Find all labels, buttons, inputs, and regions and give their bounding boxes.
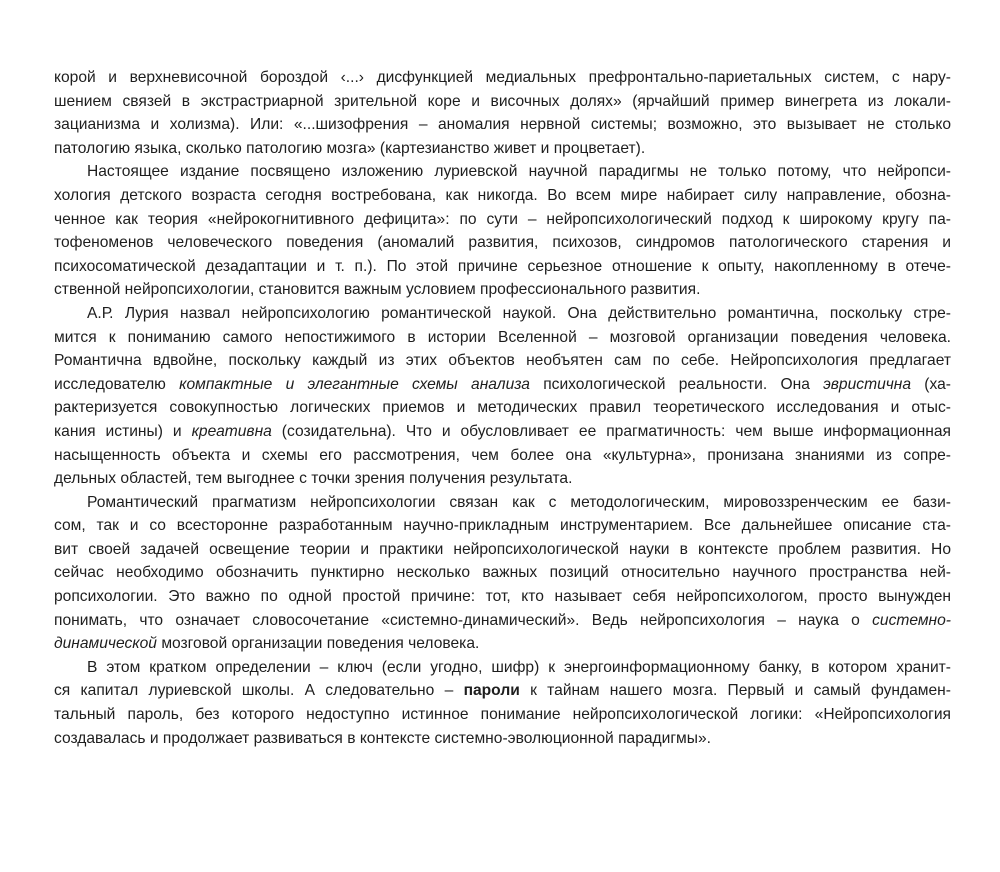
text-line bbox=[54, 703, 951, 727]
text-segment: (ха- bbox=[911, 375, 951, 393]
text-line bbox=[54, 255, 951, 279]
text-line bbox=[54, 373, 951, 397]
text-line bbox=[54, 514, 951, 538]
italic-term: компактные и элегантные схемы анализа bbox=[179, 375, 530, 393]
text-line bbox=[54, 444, 951, 468]
italic-term: системно- bbox=[872, 611, 951, 629]
text-line bbox=[54, 396, 951, 420]
paragraph-p4 bbox=[54, 491, 951, 656]
text-segment: В этом кратком определении – ключ (если угодно, шифр) к энергоинформационному банку, в котором хранит- bbox=[87, 658, 951, 676]
text-line bbox=[54, 679, 951, 703]
italic-term: эвристична bbox=[823, 375, 912, 393]
text-segment: хология детского возраста сегодня востребована, как никогда. Во всем мире набирает силу направление, обозна- bbox=[54, 186, 951, 204]
paragraph-p1 bbox=[54, 66, 951, 160]
text-segment: ственной нейропсихологии, становится важным условием профессионального развития. bbox=[54, 281, 701, 299]
text-line bbox=[54, 231, 951, 255]
text-line bbox=[54, 66, 951, 90]
text-segment: ченное как теория «нейрокогнитивного дефицита»: по сути – нейропсихологический подход к широкому кругу па- bbox=[54, 210, 951, 228]
text-segment: рактеризуется совокупностью логических приемов и методических правил теоретического исследования и отыс- bbox=[54, 399, 951, 417]
paragraph-p2 bbox=[54, 160, 951, 302]
italic-term: динамической bbox=[54, 635, 157, 653]
document-page bbox=[54, 66, 951, 750]
text-line bbox=[54, 585, 951, 609]
text-segment: ропсихологии. Это важно по одной простой причине: тот, кто называет себя нейропсихологом, просто вынужден bbox=[54, 588, 951, 606]
paragraph-p3 bbox=[54, 302, 951, 491]
text-segment: Романтична вдвойне, поскольку каждый из этих объектов необъятен сам по себе. Нейропсихология предлагает bbox=[54, 352, 951, 370]
text-segment: тальный пароль, без которого недоступно истинное понимание нейропсихологической логики: «Нейропсихология bbox=[54, 706, 951, 724]
text-segment: вит своей задачей освещение теории и практики нейропсихологической науки в контексте проблем развития. Но bbox=[54, 540, 951, 558]
text-line bbox=[54, 326, 951, 350]
text-line bbox=[54, 467, 951, 491]
text-segment: шением связей в экстрастриарной зрительной коре и височных долях» (ярчайший пример винегрета из локали- bbox=[54, 92, 951, 110]
text-segment: насыщенность объекта и схемы его рассмотрения, чем более она «культурна», пронизана знаниями из сопре- bbox=[54, 446, 951, 464]
text-line bbox=[54, 113, 951, 137]
italic-term: креативна bbox=[191, 422, 272, 440]
text-segment: дельных областей, тем выгоднее с точки зрения получения результата. bbox=[54, 470, 573, 488]
text-segment: Настоящее издание посвящено изложению луриевской научной парадигмы не только потому, что нейропси- bbox=[87, 163, 951, 181]
bold-term: пароли bbox=[463, 682, 520, 700]
text-line bbox=[54, 184, 951, 208]
text-line bbox=[54, 561, 951, 585]
text-segment: мится к пониманию самого непостижимого в истории Вселенной – мозговой организации поведения человека. bbox=[54, 328, 951, 346]
text-segment: Романтический прагматизм нейропсихологии связан как с методологическим, мировоззренческим ее бази- bbox=[87, 493, 951, 511]
text-line bbox=[54, 278, 951, 302]
text-line bbox=[54, 160, 951, 184]
text-segment: (созидательна). Что и обусловливает ее прагматичность: чем выше информационная bbox=[271, 422, 951, 440]
text-segment: кания истины) и bbox=[54, 422, 192, 440]
text-segment: понимать, что означает словосочетание «системно-динамический». Ведь нейропсихология – наука о bbox=[54, 611, 873, 629]
text-segment: психосоматической дезадаптации и т. п.). По этой причине серьезное отношение к опыту, накопленному в отече- bbox=[54, 257, 951, 275]
text-segment: исследователю bbox=[54, 375, 180, 393]
text-line bbox=[54, 137, 951, 161]
text-line bbox=[54, 349, 951, 373]
text-line bbox=[54, 420, 951, 444]
text-segment: тофеноменов человеческого поведения (аномалий развития, психозов, синдромов патологического старения и bbox=[54, 234, 951, 252]
text-segment: сейчас необходимо обозначить пунктирно несколько важных позиций относительно научного пространства ней- bbox=[54, 564, 951, 582]
text-line bbox=[54, 609, 951, 633]
text-line bbox=[54, 727, 951, 751]
paragraph-p5 bbox=[54, 656, 951, 750]
text-line bbox=[54, 90, 951, 114]
text-segment: мозговой организации поведения человека. bbox=[156, 635, 480, 653]
text-segment: А.Р. Лурия назвал нейропсихологию романтической наукой. Она действительно романтична, поскольку стре- bbox=[87, 304, 951, 322]
text-segment: ся капитал луриевской школы. А следовательно – bbox=[54, 682, 464, 700]
text-line bbox=[54, 538, 951, 562]
text-line bbox=[54, 491, 951, 515]
text-line bbox=[54, 656, 951, 680]
text-segment: создавалась и продолжает развиваться в контексте системно-эволюционной парадигмы». bbox=[54, 729, 711, 747]
text-segment: зацианизма и холизма). Или: «...шизофрения – аномалия нервной системы; возможно, это вызывает не столько bbox=[54, 116, 951, 134]
text-segment: сом, так и со всесторонне разработанным научно-прикладным инструментарием. Все дальнейшее описание ста- bbox=[54, 517, 951, 535]
text-segment: к тайнам нашего мозга. Первый и самый фундамен- bbox=[519, 682, 951, 700]
text-segment: корой и верхневисочной бороздой ‹...› дисфункцией медиальных префронтально-париетальных систем, с нару- bbox=[54, 69, 951, 86]
text-line bbox=[54, 302, 951, 326]
text-segment: патологию языка, сколько патологию мозга» (картезианство живет и процветает). bbox=[54, 139, 646, 157]
text-segment: психологической реальности. Она bbox=[529, 375, 824, 393]
text-line bbox=[54, 208, 951, 232]
text-line bbox=[54, 632, 951, 656]
